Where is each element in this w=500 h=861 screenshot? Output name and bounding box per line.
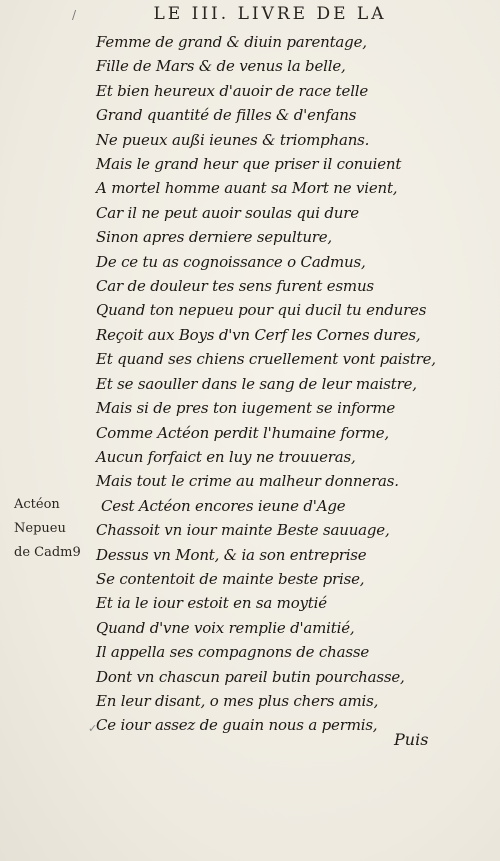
verse-block bbox=[96, 30, 436, 738]
verse-line: Femme de grand & diuin parentage, bbox=[96, 33, 367, 51]
margin-note-line: Nepueu bbox=[14, 521, 66, 536]
margin-note-line: Actéon bbox=[14, 497, 60, 512]
verse-line: Il appella ses compagnons de chasse bbox=[96, 643, 370, 662]
verse-line: Reçoit aux Boys d'vn Cerf les Cornes dures, bbox=[96, 325, 421, 344]
verse-line: Fille de Mars & de venus la belle, bbox=[96, 57, 346, 76]
verse-line: Car de douleur tes sens furent esmus bbox=[96, 277, 374, 296]
verse-line: Et quand ses chiens cruellement vont paistre, bbox=[96, 350, 436, 369]
verse-line: Et se saouller dans le sang de leur maistre, bbox=[96, 374, 417, 393]
verse-line: Dont vn chascun pareil butin pourchasse, bbox=[96, 667, 405, 686]
verse-line: En leur disant, o mes plus chers amis, bbox=[96, 691, 379, 710]
verse-line: Quand ton nepueu pour qui ducil tu endures bbox=[96, 301, 427, 320]
verse-line: Mais le grand heur que priser il conuient bbox=[96, 155, 402, 174]
verse-line: Et bien heureux d'auoir de race telle bbox=[96, 81, 369, 100]
verse-line: Dessus vn Mont, & ia son entreprise bbox=[96, 545, 367, 564]
verse-line: Ne pueux außi ieunes & triomphans. bbox=[96, 130, 370, 149]
margin-note bbox=[14, 493, 94, 565]
verse-line: Sinon apres derniere sepulture, bbox=[96, 228, 332, 247]
verse-line: Comme Actéon perdit l'humaine forme, bbox=[96, 423, 389, 442]
verse-line: A mortel homme auant sa Mort ne vient, bbox=[96, 179, 398, 198]
verse-line: Cest Actéon encores ieune d'Age bbox=[101, 496, 346, 515]
ink-mark: ✓ bbox=[88, 722, 98, 735]
running-title: LE III. LIVRE DE LA bbox=[153, 4, 387, 24]
verse-line: Quand d'vne voix remplie d'amitié, bbox=[96, 618, 355, 637]
verse-line: Chassoit vn iour mainte Beste sauuage, bbox=[96, 521, 390, 540]
ink-mark: / bbox=[72, 8, 77, 22]
verse-line: Grand quantité de filles & d'enfans bbox=[96, 106, 357, 125]
verse-line: Mais tout le crime au malheur donneras. bbox=[96, 472, 399, 491]
verse-line: Ce iour assez de guain nous a permis, bbox=[96, 716, 378, 735]
verse-line: Car il ne peut auoir soulas qui dure bbox=[96, 203, 359, 222]
verse-line: De ce tu as cognoissance o Cadmus, bbox=[96, 252, 366, 271]
verse-line: Et ia le iour estoit en sa moytié bbox=[96, 594, 327, 613]
catchword: Puis bbox=[394, 730, 429, 749]
verse-line: Mais si de pres ton iugement se informe bbox=[96, 399, 396, 418]
margin-note-line: de Cadm9 bbox=[14, 545, 81, 560]
verse-line: Aucun forfaict en luy ne trouueras, bbox=[96, 447, 356, 466]
verse-line: Se contentoit de mainte beste prise, bbox=[96, 569, 365, 588]
